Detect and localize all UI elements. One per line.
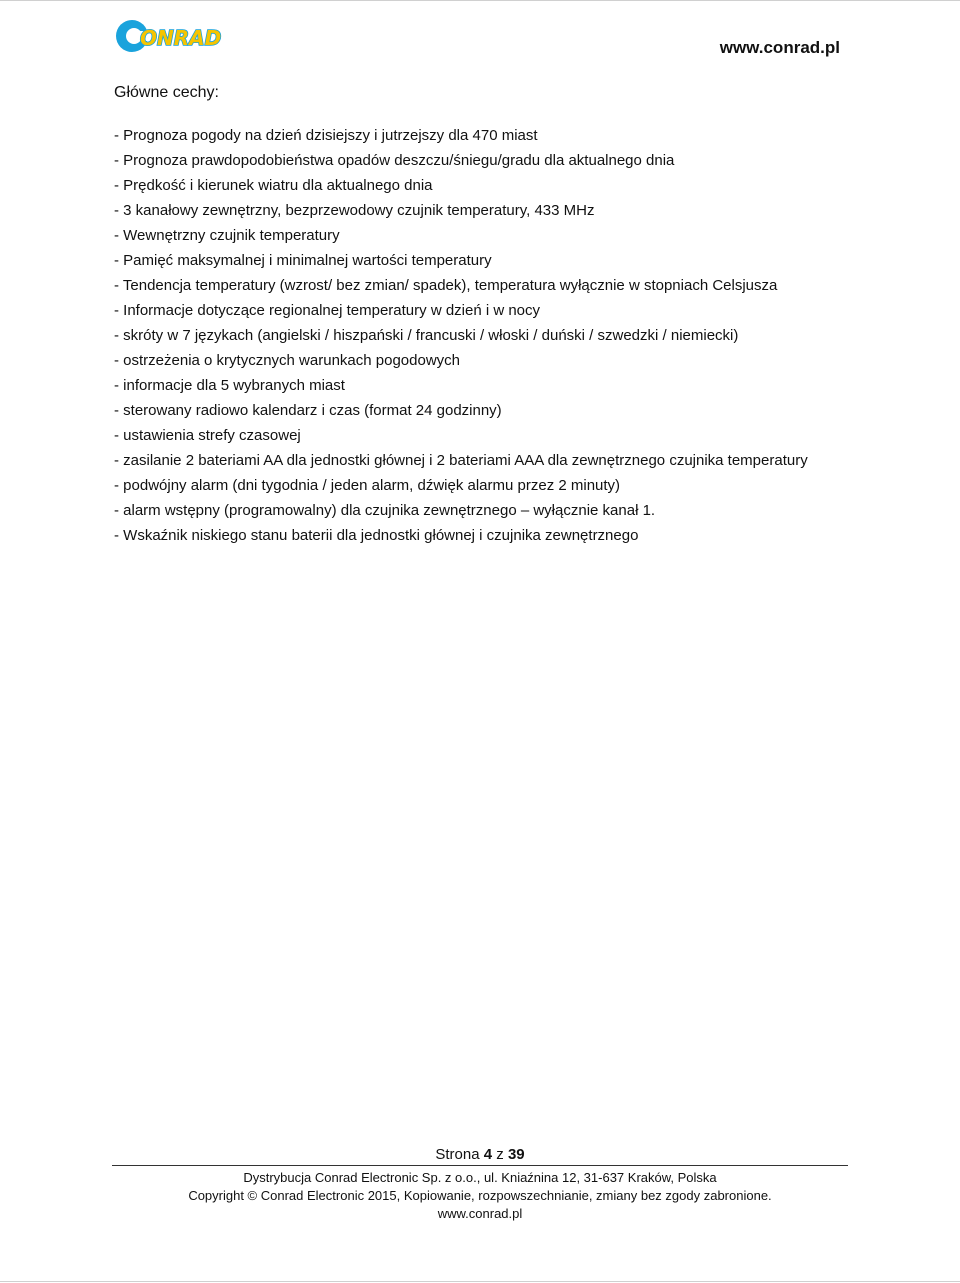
feature-item: - Wewnętrzny czujnik temperatury xyxy=(114,227,340,244)
feature-item: - Wskaźnik niskiego stanu baterii dla jednostki głównej i czujnika zewnętrznego xyxy=(114,527,639,544)
feature-item: - Tendencja temperatury (wzrost/ bez zmian/ spadek), temperatura wyłącznie w stopniach Celsjusza xyxy=(114,277,778,294)
feature-item: - ustawienia strefy czasowej xyxy=(114,427,301,444)
feature-item: - Prędkość i kierunek wiatru dla aktualnego dnia xyxy=(114,177,433,194)
feature-item: - podwójny alarm (dni tygodnia / jeden alarm, dźwięk alarmu przez 2 minuty) xyxy=(114,477,621,494)
footer-distributor: Dystrybucja Conrad Electronic Sp. z o.o., ul. Kniaźnina 12, 31-637 Kraków, Polska xyxy=(243,1170,717,1185)
top-border xyxy=(0,0,960,1)
feature-item: - Prognoza prawdopodobieństwa opadów deszczu/śniegu/gradu dla aktualnego dnia xyxy=(114,152,675,169)
feature-item: - Prognoza pogody na dzień dzisiejszy i jutrzejszy dla 470 miast xyxy=(114,127,538,144)
conrad-logo xyxy=(113,16,241,56)
features-list xyxy=(114,123,854,548)
svg-text:ONRAD: ONRAD xyxy=(140,26,222,50)
feature-item: - Pamięć maksymalnej i minimalnej wartości temperatury xyxy=(114,252,492,269)
feature-item: - informacje dla 5 wybranych miast xyxy=(114,377,345,394)
footer-url[interactable]: www.conrad.pl xyxy=(437,1206,523,1221)
feature-item: - alarm wstępny (programowalny) dla czujnika zewnętrznego – wyłącznie kanał 1. xyxy=(114,502,656,519)
feature-item: - ostrzeżenia o krytycznych warunkach pogodowych xyxy=(114,352,460,369)
footer-divider xyxy=(112,1165,848,1166)
feature-item: - 3 kanałowy zewnętrzny, bezprzewodowy czujnik temperatury, 433 MHz xyxy=(114,202,595,219)
page-total: 39 xyxy=(507,1146,525,1163)
bottom-border xyxy=(0,1281,960,1282)
section-title: Główne cechy: xyxy=(114,84,219,101)
page-current: 4 xyxy=(483,1146,493,1163)
feature-item: - Informacje dotyczące regionalnej temperatury w dzień i w nocy xyxy=(114,302,541,319)
header-url[interactable]: www.conrad.pl xyxy=(719,38,840,57)
page-prefix: Strona xyxy=(435,1146,484,1163)
feature-item: - sterowany radiowo kalendarz i czas (format 24 godzinny) xyxy=(114,402,502,419)
page-number xyxy=(0,1146,960,1163)
footer-copyright: Copyright © Conrad Electronic 2015, Kopiowanie, rozpowszechnianie, zmiany bez zgody zabronione. xyxy=(188,1188,772,1203)
feature-item: - skróty w 7 językach (angielski / hiszpański / francuski / włoski / duński / szwedzki / niemiecki) xyxy=(114,327,739,344)
feature-item: - zasilanie 2 bateriami AA dla jednostki głównej i 2 bateriami AAA dla zewnętrznego czujnika temperatury xyxy=(114,452,808,469)
page-separator: z xyxy=(492,1146,508,1163)
